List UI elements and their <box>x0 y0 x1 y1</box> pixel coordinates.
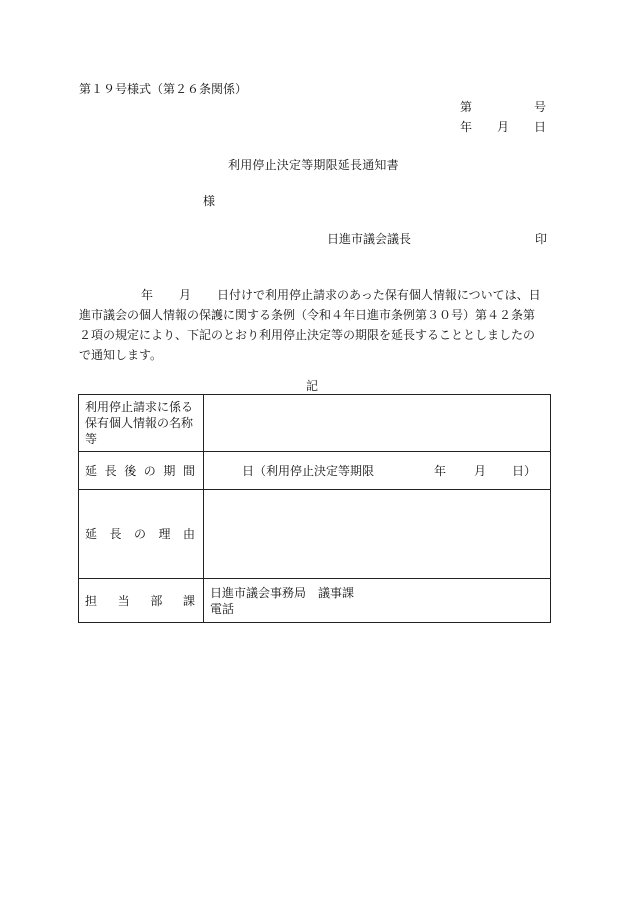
department-label <box>79 579 204 623</box>
department-phone: 電話 <box>210 601 235 616</box>
table-row <box>79 490 551 579</box>
label-char: 担 <box>85 593 98 608</box>
label-char: 延 <box>85 463 98 478</box>
extended-period-value <box>204 452 551 490</box>
label-char: 後 <box>124 463 137 478</box>
details-table <box>78 394 551 623</box>
period-day-end: 日） <box>511 463 536 478</box>
label-char: 由 <box>182 527 195 541</box>
doc-number-suffix: 号 <box>533 100 546 114</box>
period-paren: （利用停止決定等期限 <box>254 463 375 478</box>
sender: 日進市議会議長 <box>327 232 412 246</box>
period-year: 年 <box>433 463 446 478</box>
table-row <box>79 452 551 490</box>
document-number <box>460 99 546 115</box>
label-char: 延 <box>85 527 98 541</box>
addressee: 様 <box>203 194 216 208</box>
doc-date-year: 年 <box>460 120 473 134</box>
body-text <box>79 285 549 365</box>
doc-date-month: 月 <box>496 120 509 134</box>
info-name-label: 利用停止請求に係る保有個人情報の名称等 <box>79 395 204 452</box>
period-month: 月 <box>473 463 486 478</box>
document-title: 利用停止決定等期限延長通知書 <box>228 158 399 172</box>
label-char: 期 <box>163 463 176 478</box>
body-month: 月 <box>179 288 192 302</box>
period-day-group <box>242 463 374 479</box>
info-name-value <box>204 395 551 452</box>
extension-reason-label <box>79 490 204 579</box>
body-line-1-text: 日付けで利用停止請求のあった保有個人情報については、日 <box>217 288 541 302</box>
doc-date-day: 日 <box>533 120 546 134</box>
table-row <box>79 395 551 452</box>
table-row <box>79 579 551 623</box>
form-number: 第１９号様式（第２６条関係） <box>79 82 248 96</box>
body-line-3: ２項の規定により、下記のとおり利用停止決定等の期限を延長することとしましたの <box>79 328 536 342</box>
label-char: 部 <box>150 593 163 608</box>
seal-mark: 印 <box>535 232 548 246</box>
label-char: 当 <box>117 593 130 608</box>
extension-reason-value <box>204 490 551 579</box>
period-deadline-date <box>434 463 536 479</box>
label-char: の <box>133 527 146 541</box>
document-date <box>460 119 546 135</box>
doc-number-prefix: 第 <box>460 100 473 114</box>
label-char: 課 <box>182 593 195 608</box>
body-line-4: で通知します。 <box>79 348 163 362</box>
department-value <box>204 579 551 623</box>
body-year: 年 <box>141 288 154 302</box>
department-name: 日進市議会事務局 議事課 <box>210 585 355 600</box>
label-char: 長 <box>109 527 122 541</box>
body-line-2: 進市議会の個人情報の保護に関する条例（令和４年日進市条例第３０号）第４２条第 <box>79 308 536 322</box>
period-day: 日 <box>242 463 255 478</box>
label-char: の <box>143 463 156 478</box>
label-char: 理 <box>158 527 171 541</box>
extended-period-label <box>79 452 204 490</box>
label-char: 長 <box>104 463 117 478</box>
ki-heading: 記 <box>306 379 319 393</box>
body-line-1 <box>79 285 549 305</box>
label-char: 間 <box>182 463 195 478</box>
